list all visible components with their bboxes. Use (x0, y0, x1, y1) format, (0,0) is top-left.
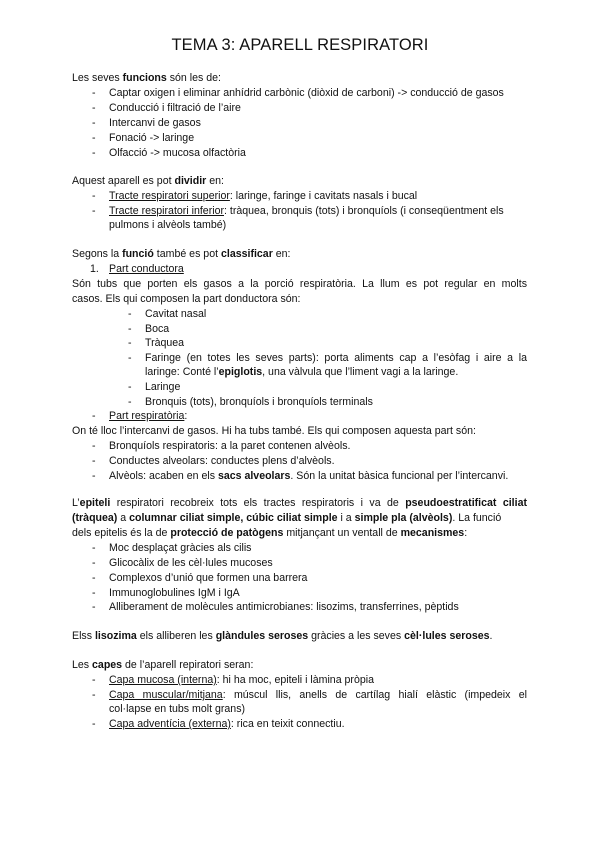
bullet-dash: - (92, 470, 96, 482)
bullet-dash: - (128, 308, 132, 320)
list-item-continuation: col·lapse en tubs molt grans) (109, 703, 246, 715)
bullet-dash: - (92, 440, 96, 452)
bullet-dash: - (92, 455, 96, 467)
list-item: Bronquíols respiratoris: a la paret contenen alvèols. (109, 440, 351, 452)
paragraph-line: dels epitelis és la de protecció de patògens mitjançant un ventall de mecanismes: (72, 527, 468, 539)
list-item: Cavitat nasal (145, 308, 207, 320)
paragraph-line: Elss lisozima els alliberen les glàndules seroses gràcies a les seves cèl·lules seroses. (72, 630, 493, 642)
list-item-continuation: laringe: Conté l’epiglotis, una vàlvula que l’liment vagi a la laringe. (145, 366, 459, 378)
paragraph-line: On té lloc l’intercanvi de gasos. Hi ha tubs també. Els qui composen aquesta part són: (72, 425, 476, 437)
bullet-dash: - (92, 572, 96, 584)
list-item: Capa mucosa (interna): hi ha moc, epiteli i làmina pròpia (109, 674, 374, 686)
list-item: Immunoglobulines IgM i IgA (109, 587, 240, 599)
bullet-dash: - (92, 117, 96, 129)
bullet-dash: - (92, 557, 96, 569)
bullet-dash: - (92, 147, 96, 159)
list-item: Capa adventícia (externa): rica en teixit connectiu. (109, 718, 345, 730)
list-item: Boca (145, 323, 170, 335)
list-item: Tràquea (145, 337, 185, 349)
subheading: Part conductora (109, 263, 184, 275)
list-item: Fonació -> laringe (109, 132, 195, 144)
bullet-dash: - (92, 190, 96, 202)
paragraph-line: Són tubs que porten els gasos a la porció respiratòria. La llum es pot regular en molts (72, 278, 527, 290)
list-item: Captar oxigen i eliminar anhídrid carbònic (diòxid de carboni) -> conducció de gasos (109, 87, 504, 99)
bullet-dash: - (128, 337, 132, 349)
bullet-dash: - (92, 132, 96, 144)
bullet-dash: - (92, 601, 96, 613)
list-item: Laringe (145, 381, 181, 393)
list-item: Conducció i filtració de l’aire (109, 102, 241, 114)
paragraph-line: (tràquea) a columnar ciliat simple, cúbic ciliat simple i a simple pla (alvèols). La funció (72, 512, 502, 524)
subheading: Part respiratòria: (109, 410, 188, 422)
list-item: Capa muscular/mitjana: múscul llis, anells de cartílag hialí elàstic (impedeix el (109, 689, 528, 701)
bullet-dash: - (92, 205, 96, 217)
list-item: Complexos d’unió que formen una barrera (109, 572, 308, 584)
bullet-dash: - (92, 410, 96, 422)
list-item: Faringe (en totes les seves parts): porta aliments cap a l’esòfag i aire a la (145, 352, 527, 364)
bullet-dash: - (128, 381, 132, 393)
list-item: Conductes alveolars: conductes plens d’alvèols. (109, 455, 335, 467)
list-item: Alliberament de molècules antimicrobianes: lisozims, transferrines, pèptids (109, 601, 459, 613)
page-title: TEMA 3: APARELL RESPIRATORI (171, 36, 429, 54)
list-number: 1. (90, 263, 99, 275)
paragraph-line: L’epiteli respiratori recobreix tots els tractes respiratoris i va de pseudoestratificat ciliat (72, 497, 527, 509)
bullet-dash: - (92, 102, 96, 114)
layers-intro: Les capes de l’aparell repiratori seran: (72, 659, 254, 671)
list-item-continuation: pulmons i alvèols també) (109, 219, 227, 231)
paragraph-line: casos. Els qui composen la part donductora són: (72, 293, 301, 305)
bullet-dash: - (92, 674, 96, 686)
classification-intro: Segons la funció també es pot classificar en: (72, 248, 291, 260)
functions-intro: Les seves funcions són les de: (72, 72, 221, 84)
bullet-dash: - (92, 718, 96, 730)
bullet-dash: - (92, 87, 96, 99)
list-item: Tracte respiratori superior: laringe, faringe i cavitats nasals i bucal (109, 190, 418, 202)
bullet-dash: - (128, 323, 132, 335)
list-item: Bronquis (tots), bronquíols i bronquíols terminals (145, 396, 373, 408)
list-item: Glicocàlix de les cèl·lules mucoses (109, 557, 273, 569)
division-intro: Aquest aparell es pot dividir en: (72, 175, 224, 187)
bullet-dash: - (92, 587, 96, 599)
bullet-dash: - (92, 689, 96, 701)
bullet-dash: - (92, 542, 96, 554)
bullet-dash: - (128, 396, 132, 408)
list-item: Olfacció -> mucosa olfactòria (109, 147, 246, 159)
bullet-dash: - (128, 352, 132, 364)
list-item: Alvèols: acaben en els sacs alveolars. Són la unitat bàsica funcional per l’intercanvi. (109, 470, 509, 482)
list-item: Intercanvi de gasos (109, 117, 201, 129)
list-item: Tracte respiratori inferior: tràquea, bronquis (tots) i bronquíols (i conseqüentment els (109, 205, 504, 217)
list-item: Moc desplaçat gràcies als cilis (109, 542, 252, 554)
